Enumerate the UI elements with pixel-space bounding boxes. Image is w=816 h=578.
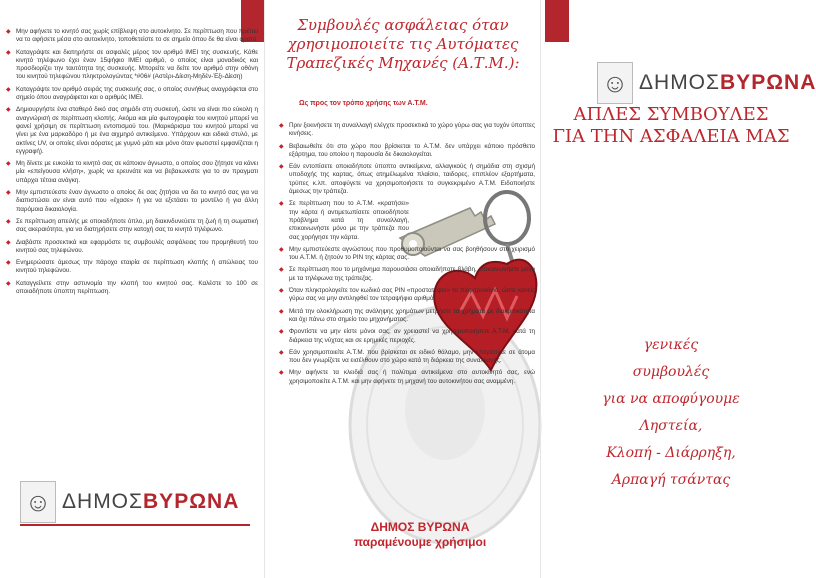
portrait-icon: ☺ [20,481,56,523]
logo-text: ΔΗΜΟΣΒΥΡΩΝΑ [62,490,240,513]
atm-tips-list [279,122,535,390]
municipality-logo [20,481,239,523]
cover-title-line-2: ΓΙΑ ΤΗΝ ΑΣΦΑΛΕΙΑ ΜΑΣ [552,126,790,147]
list-item: ◆ Δημιουργήστε ένα σταθερό δικό σας σημάδι στη συσκευή, ώστε να είναι πιο εύκολη η αναγνώρισή σε περίπτωση κλοπής. Ακόμα και μία φωτογραφία του κινητού μπορεί να φανεί χρήσιμη σε περίπτωση εντοπισμού του. (Μαρκάρισμα του κινητού μπορεί να γίνει με ένα μαρκαδόρο ή με ένα αιχμηρό αντικείμενο. Υπάρχουν και ειδικά στυλό, με ακτίνες UV, οι οποίες είναι αόρατες με γυμνό μάτι και μόνο όταν φωτιστεί εμφανίζεται η εγγραφή). [6,106,258,156]
logo-underline [20,524,250,526]
general-line: συμβουλές [632,364,710,380]
cover-title [541,104,801,148]
general-line: γενικές [643,337,699,353]
slogan-line-1: ΔΗΜΟΣ ΒΥΡΩΝΑ [370,520,470,534]
right-panel [540,0,816,578]
left-panel [0,0,264,578]
portrait-icon: ☺ [597,62,633,104]
list-item: ◆ Μην εμπιστεύεστε έναν άγνωστο ο οποίος δε σας ζητήσει να δει το κινητό σας για να διαπιστώσει αν είναι αυτό που «έχασε» ή για να εξετάσει το μοντέλο ή για άλλη παρόμοια δικαιολογία. [6,189,258,214]
list-item: ◆ Μην εμπιστεύεστε αγνώστους που προθυμοποιούνται να σας βοηθήσουν στο χειρισμό του Α.Τ.Μ. ή ζητούν το PIN της κάρτας σας. [279,246,535,263]
mobile-tips-list [6,28,258,300]
cover-title-line-1: ΑΠΛΕΣ ΣΥΜΒΟΥΛΕΣ [573,104,769,125]
list-item: ◆ Καταγράψτε και διατηρήστε σε ασφαλές μέρος τον αριθμό IMEI της συσκευής. Κάθε κινητό τηλέφωνο έχει έναν 15ψήφιο IMEI αριθμό, ο οποίος είναι μοναδικός και προσδιορίζει την ταυτότητα της συσκευής. Μπορείτε να δείτε τον αριθμό στην οθόνη του κινητού τηλεφώνου πληκτρολογώντας *#06# (Αστέρι-Δίεση-Μηδέν-Έξι-Δίεση) [6,49,258,82]
municipality-slogan [345,520,495,550]
list-item: ◆ Εάν εντοπίσετε οποιαδήποτε ύποπτο αντικείμενα, αλλαγικούς ή σημάδια στη σχισμή υποδοχής της καρτας, όπως ατημέλωμένα πλαίσιο, ταιδορες, επιπλέον εξαρτήματα, τρύπες κ.λπ. αποφύγετε να χρησιμοποιήσετε το συγκεκριμένο Α.Τ.Μ. Ειδοποιήστε άμεσως την τράπεζα. [279,163,535,196]
list-item: ◆ Μετά την ολοκλήρωση της ανάληψης χρημάτων μετρήστε τα χρήματα με διακριτικότητα και όχι πάνω στο σημείο του μηχανήματος. [279,308,535,325]
list-item: ◆ Μην αφήνετε τα κλειδιά σας ή πολύτιμα αντικείμενα στο αυτοκίνητό σας, ενώ χρησιμοποιείτε Α.Τ.Μ. και μην αφήνετε τη μηχανή του αυτοκινήτου σας αναμμένη. [279,369,535,386]
list-item: ◆ Εάν χρησιμοποιείτε Α.Τ.Μ. που βρίσκεται σε ειδικό θάλαμο, μην επιτρέπετε σε άτομα που δεν γνωρίζετε να εισέλθουν στο χώρο κατά τη διάρκεια της συναλλαγής. [279,349,535,366]
atm-subtitle: Ως προς τον τρόπο χρήσης των Α.Τ.Μ. [299,100,428,107]
general-line: Ληστεία, [639,418,703,434]
list-item: ◆ Φροντίστε να μην είστε μόνοι σας, αν χρειαστεί να χρησιμοποιήσετε Α.Τ.Μ. κατά τη διάρκεια της νύχτας και σε ερημικές περιοχές. [279,328,535,345]
list-item: ◆ Σε περίπτωση που το Α.Τ.Μ. «κρατήσει» την κάρτα ή αντιμετωπίσετε οποιοδήποτε πρόβλημα κατά τη συναλλαγή, επικοινωνήστε μόνο με την τράπεζα που σας χορήγησε την κάρτα. [279,200,409,241]
list-item: ◆ Καταγγείλετε στην αστυνομία την κλοπή του κινητού σας. Καλέστε το 100 σε οποιαδήποτε ύποπτη περίπτωση. [6,280,258,297]
atm-tips-title: Συμβουλές ασφάλειας όταν χρησιμοποιείτε τις Αυτόματες Τραπεζικές Μηχανές (Α.Τ.Μ.): [286,16,520,72]
list-item: ◆ Καταγράψτε τον αριθμό σειράς της συσκευής σας, ο οποίος συνήθως αναγράφεται στο σημείο όπου αναγράφεται και ο αριθμός IMEI. [6,86,258,103]
list-item: ◆ Σε περίπτωση απειλής με οποιαδήποτε όπλο, μη διακινδυνεύετε τη ζωή ή τη σωματική σας ακεραιότητα, για να διατηρήσετε στην κατοχή σας το κινητό τηλέφωνο. [6,218,258,235]
list-item: ◆ Ενημερώσατε άμεσως την πάροχο εταιρία σε περίπτωση κλοπής ή απώλειας του κινητού τηλεφώνου. [6,259,258,276]
list-item: ◆ Βεβαιωθείτε ότι στο χώρο που βρίσκεται το Α.Τ.Μ. δεν υπάρχει κάποιο πρόσθετο εξάρτημα, του οποίου η παρουσία δε δικαιολογείται. [279,143,535,160]
red-bookmark [545,0,569,42]
general-line: Αρπαγή τσάντας [611,472,731,488]
general-tips-heading [551,332,791,494]
list-item: ◆ Μην αφήνετε το κινητό σας χωρίς επίβλεψη στο αυτοκίνητο. Σε περίπτωση που πρέπει να το αφήσετε μέσα στο αυτοκίνητο, τοποθετείστε το σε σημείο όπου δε θα είναι ορατό. [6,28,258,45]
general-line: Κλοπή - Διάρρηξη, [606,445,736,461]
list-item: ◆ Πριν ξεκινήσετε τη συναλλαγή ελέγχτε προσεκτικά το χώρο γύρω σας για τυχόν ύποπτες κινήσεις. [279,122,535,139]
general-line: για να αποφύγουμε [602,391,740,407]
list-item: ◆ Σε περίπτωση που το μηχάνημα παρουσιάσει οποιαδήποτε βλάβη, επικοινωνήστε μόνο με τα τηλέφωνα της τράπεζας. [279,266,535,283]
list-item: ◆ Μη δίνετε με ευκολία το κινητό σας σε κάποιον άγνωστο, ο οποίος σου ζήτησε να κάνει μία «επείγουσα κλήση», χωρίς να ερευνάτε και να βεβαιωνεστε για το αν πραγματι υπάρχει τέτοια ανάγκη. [6,160,258,185]
slogan-line-2: παραμένουμε χρήσιμοι [353,535,487,549]
list-item: ◆ Διαβάστε προσεκτικά και εφαρμόστε τις συμβουλές ασφάλειας του προμηθευτή του κινητού σας τηλεφώνου. [6,239,258,256]
municipality-logo [597,62,816,104]
logo-text: ΔΗΜΟΣΒΥΡΩΝΑ [639,71,816,94]
list-item: ◆ Όταν πληκτρολογείτε τον κωδικό σας PIN «προστατέψτε» το πληκτρολόγιο, ώστε κανείς γύρω σας να μην αντιληφθεί τον τετραψήφιο αριθμό. [279,287,535,304]
middle-panel [264,0,541,578]
